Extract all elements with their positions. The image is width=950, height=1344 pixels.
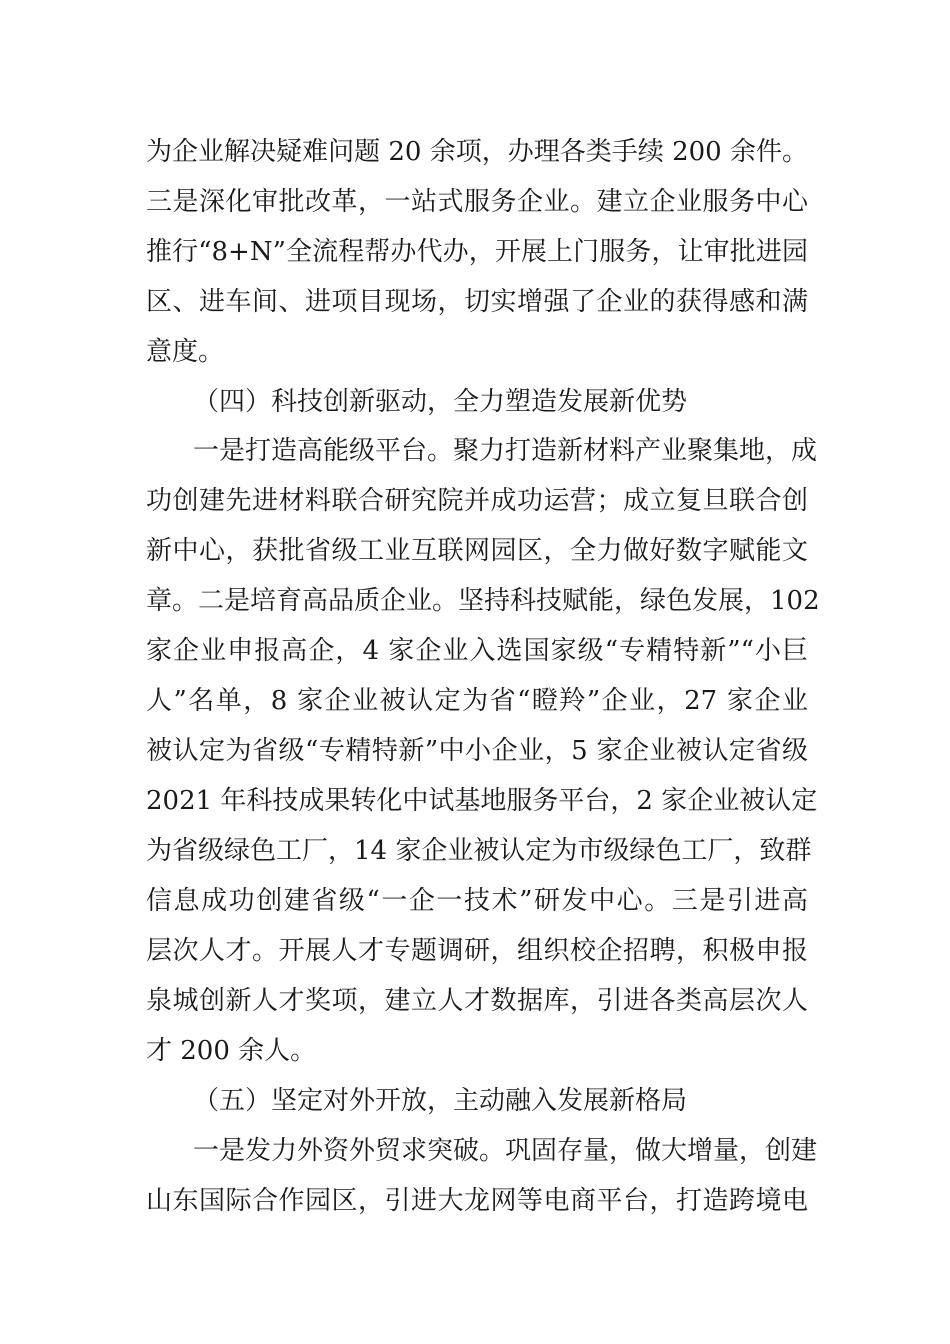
body-text-line: 一是发力外资外贸求突破。巩固存量，做大增量，创建 xyxy=(193,1136,818,1166)
body-text-line: 功创建先进材料联合研究院并成功运营；成立复旦联合创 xyxy=(146,486,808,516)
body-text-line: 层次人才。开展人才专题调研，组织校企招聘，积极申报 xyxy=(146,936,808,966)
body-text-line: 一是打造高能级平台。聚力打造新材料产业聚集地，成 xyxy=(193,436,818,466)
body-text-line: 推行“8+N”全流程帮办代办，开展上门服务，让审批进园 xyxy=(146,237,808,267)
body-text-line: 被认定为省级“专精特新”中小企业，5 家企业被认定省级 xyxy=(146,736,808,766)
body-text-line: 才 200 余人。 xyxy=(146,1036,317,1066)
body-text-line: 三是深化审批改革，一站式服务企业。建立企业服务中心 xyxy=(146,187,808,217)
body-text-line: 家企业申报高企，4 家企业入选国家级“专精特新”“小巨 xyxy=(146,636,808,666)
body-text-line: 为省级绿色工厂，14 家企业被认定为市级绿色工厂，致群 xyxy=(146,836,812,866)
body-text-line: 2021 年科技成果转化中试基地服务平台，2 家企业被认定 xyxy=(146,786,818,816)
body-text-line: 章。二是培育高品质企业。坚持科技赋能，绿色发展，102 xyxy=(146,586,820,616)
body-text-line: 区、进车间、进项目现场，切实增强了企业的获得感和满 xyxy=(146,287,808,317)
body-text-line: 人”名单，8 家企业被认定为省“瞪羚”企业，27 家企业 xyxy=(146,686,808,716)
body-text-line: 泉城创新人才奖项，建立人才数据库，引进各类高层次人 xyxy=(146,986,808,1016)
body-text-line: 意度。 xyxy=(146,337,225,367)
body-text-line: 信息成功创建省级“一企一技术”研发中心。三是引进高 xyxy=(146,886,808,916)
body-text-line: 新中心，获批省级工业互联网园区，全力做好数字赋能文 xyxy=(146,536,808,566)
section-heading-4: （四）科技创新驱动，全力塑造发展新优势 xyxy=(193,387,688,417)
body-text-line: 为企业解决疑难问题 20 余项，办理各类手续 200 余件。 xyxy=(146,137,808,167)
body-text-line: 山东国际合作园区，引进大龙网等电商平台，打造跨境电 xyxy=(146,1186,808,1216)
section-heading-5: （五）坚定对外开放，主动融入发展新格局 xyxy=(193,1086,688,1116)
